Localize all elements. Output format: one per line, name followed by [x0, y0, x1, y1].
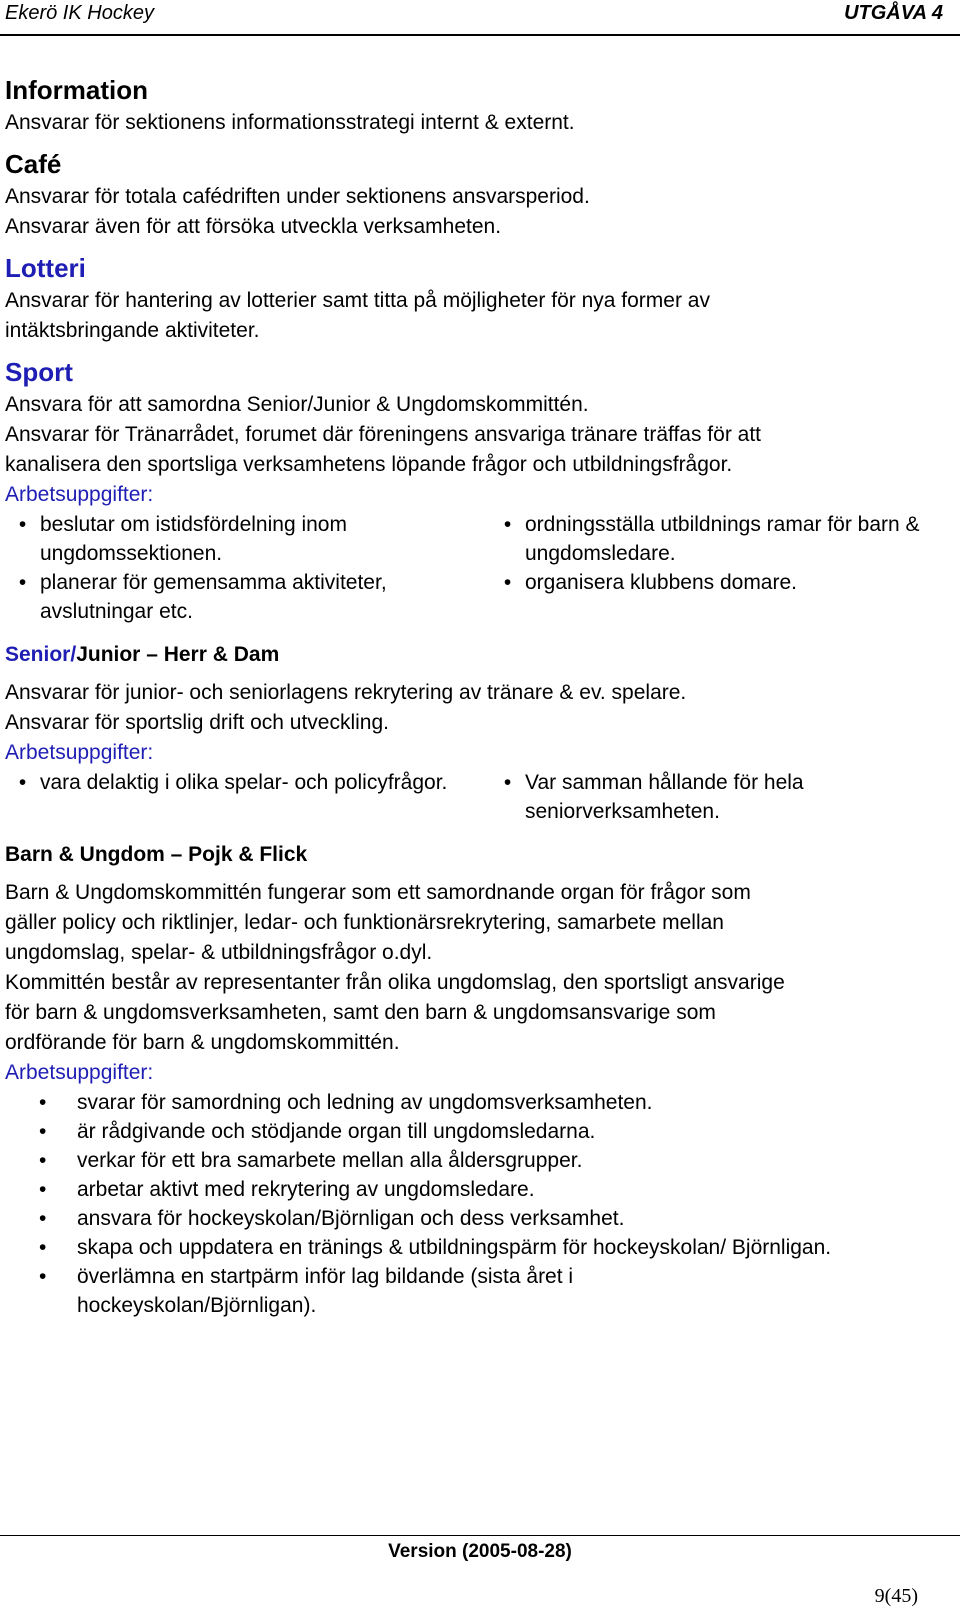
section-title-senior: Senior/Junior – Herr & Dam — [5, 643, 280, 666]
list-item: • beslutar om istidsfördelning inom ungdomssektionen. — [5, 510, 490, 568]
bullet-icon: • — [18, 771, 27, 794]
section-title-information: Information — [5, 75, 148, 105]
sport-tasks-label: Arbetsuppgifter: — [5, 483, 154, 506]
bullet-icon: • — [18, 513, 27, 536]
bullet-icon: • — [18, 571, 27, 594]
list-item: • verkar för ett bra samarbete mellan alla åldersgrupper. — [5, 1146, 945, 1175]
senior-tasks-columns — [5, 768, 945, 826]
list-item: • Var samman hållande för hela seniorverksamheten. — [490, 768, 945, 826]
cafe-line: Ansvarar för totala cafédriften under sektionens ansvarsperiod. — [5, 185, 590, 208]
list-item: • ansvara för hockeyskolan/Björnligan och dess verksamhet. — [5, 1204, 945, 1233]
bullet-icon: • — [503, 513, 512, 536]
bullet-icon: • — [39, 1236, 47, 1259]
bullet-icon: • — [503, 571, 512, 594]
senior-line: Ansvarar för sportslig drift och utveckling. — [5, 711, 389, 734]
barn-tasks-list — [5, 1088, 945, 1320]
bullet-icon: • — [39, 1091, 47, 1114]
sport-line: kanalisera den sportsliga verksamhetens löpande frågor och utbildningsfrågor. — [5, 453, 733, 476]
list-item: • ordningsställa utbildnings ramar för barn & ungdomsledare. — [490, 510, 945, 568]
list-item: • organisera klubbens domare. — [490, 568, 945, 597]
barn-line: för barn & ungdomsverksamheten, samt den barn & ungdomsansvarige som — [5, 1001, 716, 1024]
senior-line: Ansvarar för junior- och seniorlagens rekrytering av tränare & ev. spelare. — [5, 681, 687, 704]
lotteri-line: intäktsbringande aktiviteter. — [5, 319, 260, 342]
document-body — [5, 72, 945, 1320]
list-item: • vara delaktig i olika spelar- och policyfrågor. — [5, 768, 490, 797]
list-item: • skapa och uppdatera en tränings & utbildningspärm för hockeyskolan/ Björnligan. — [5, 1233, 945, 1262]
sport-line: Ansvara för att samordna Senior/Junior & Ungdomskommittén. — [5, 393, 589, 416]
barn-line: Kommittén består av representanter från olika ungdomslag, den sportsligt ansvarige — [5, 971, 785, 994]
section-title-sport: Sport — [5, 357, 73, 387]
barn-line: Barn & Ungdomskommittén fungerar som ett samordnande organ för frågor som — [5, 881, 751, 904]
barn-line: ungdomslag, spelar- & utbildningsfrågor o.dyl. — [5, 941, 433, 964]
bullet-icon: • — [503, 771, 512, 794]
list-item: • överlämna en startpärm inför lag bildande (sista året i hockeyskolan/Björnligan). — [5, 1262, 945, 1320]
bullet-icon: • — [39, 1120, 47, 1143]
section-title-lotteri: Lotteri — [5, 253, 86, 283]
information-line: Ansvarar för sektionens informationsstrategi internt & externt. — [5, 111, 575, 134]
list-item: • svarar för samordning och ledning av ungdomsverksamheten. — [5, 1088, 945, 1117]
footer-divider — [0, 1535, 960, 1536]
list-item: • arbetar aktivt med rekrytering av ungdomsledare. — [5, 1175, 945, 1204]
cafe-line: Ansvarar även för att försöka utveckla verksamheten. — [5, 215, 502, 238]
bullet-icon: • — [39, 1178, 47, 1201]
header-edition: UTGÅVA 4 — [844, 2, 943, 24]
bullet-icon: • — [39, 1265, 47, 1288]
footer-version: Version (2005-08-28) — [388, 1541, 572, 1562]
bullet-icon: • — [39, 1207, 47, 1230]
sport-line: Ansvarar för Tränarrådet, forumet där föreningens ansvariga tränare träffas för att — [5, 423, 761, 446]
bullet-icon: • — [39, 1149, 47, 1172]
list-item: • är rådgivande och stödjande organ till ungdomsledarna. — [5, 1117, 945, 1146]
sport-tasks-columns — [5, 510, 945, 626]
senior-tasks-label: Arbetsuppgifter: — [5, 741, 154, 764]
header-org-name: Ekerö IK Hockey — [5, 2, 154, 24]
header-divider — [0, 34, 960, 36]
section-title-cafe: Café — [5, 149, 62, 179]
barn-tasks-label: Arbetsuppgifter: — [5, 1061, 154, 1084]
list-item: • planerar för gemensamma aktiviteter, avslutningar etc. — [5, 568, 490, 626]
footer-page-number: 9(45) — [874, 1585, 918, 1607]
barn-line: gäller policy och riktlinjer, ledar- och funktionärsrekrytering, samarbete mellan — [5, 911, 724, 934]
lotteri-line: Ansvarar för hantering av lotterier samt titta på möjligheter för nya former av — [5, 289, 710, 312]
barn-line: ordförande för barn & ungdomskommittén. — [5, 1031, 400, 1054]
section-title-barn-ungdom: Barn & Ungdom – Pojk & Flick — [5, 843, 308, 866]
